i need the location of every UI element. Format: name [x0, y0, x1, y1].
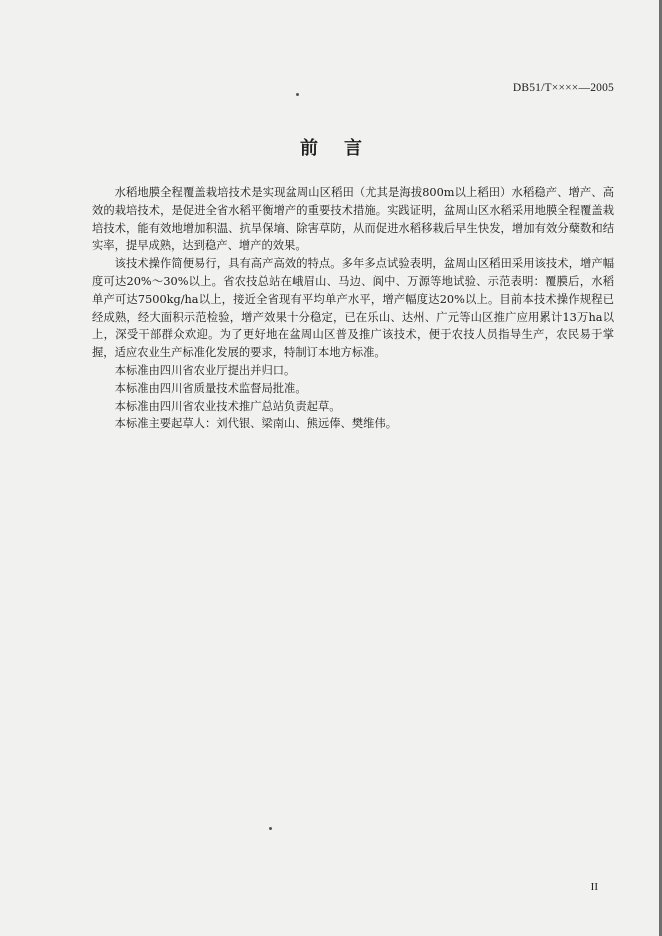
page-number: II: [590, 881, 598, 893]
page-title: 前言: [300, 138, 388, 159]
scan-speck: [296, 93, 299, 96]
paragraph-background: 水稻地膜全程覆盖栽培技术是实现盆周山区稻田（尤其是海拔800m以上稻田）水稻稳产、增产、高效的栽培技术，是促进全省水稻平衡增产的重要技术措施。实践证明，盆周山区水稻采用地膜全程覆盖栽培技术，能有效地增加积温、抗旱保墒、除害草防，从而促进水稻移栽后早生快发，增加有效分蘖数和结实率，提早成熟，达到稳产、增产的效果。: [92, 186, 614, 253]
scan-speck: [269, 827, 272, 830]
standard-code: DB51/T××××—2005: [512, 82, 614, 94]
paragraph-approver: 本标准由四川省质量技术监督局批准。: [114, 381, 307, 395]
paragraph-results: 该技术操作简便易行，具有高产高效的特点。多年多点试验表明，盆周山区稻田采用该技术，增产幅度可达20%～30%以上。省农技总站在峨眉山、马边、阆中、万源等地试验、示范表明：覆膜后，水稻单产可达7500kg/ha以上，接近全省现有平均单产水平，增产幅度达20%以上。目前本技术操作规程已经成熟，经大面积示范检验，增产效果十分稳定，已在乐山、达州、广元等山区推广应用累计13万ha以上，深受干部群众欢迎。为了更好地在盆周山区普及推广该技术，便于农技人员指导生产，农民易于掌握，适应农业生产标准化发展的要求，特制订本地方标准。: [92, 257, 614, 360]
paragraph-drafters: 本标准主要起草人：刘代银、梁南山、熊远俸、樊维伟。: [114, 417, 398, 431]
paragraph-drafting-unit: 本标准由四川省农业技术推广总站负责起草。: [114, 399, 341, 413]
foreword-body: [92, 184, 614, 433]
paragraph-proposer: 本标准由四川省农业厅提出并归口。: [114, 363, 296, 377]
